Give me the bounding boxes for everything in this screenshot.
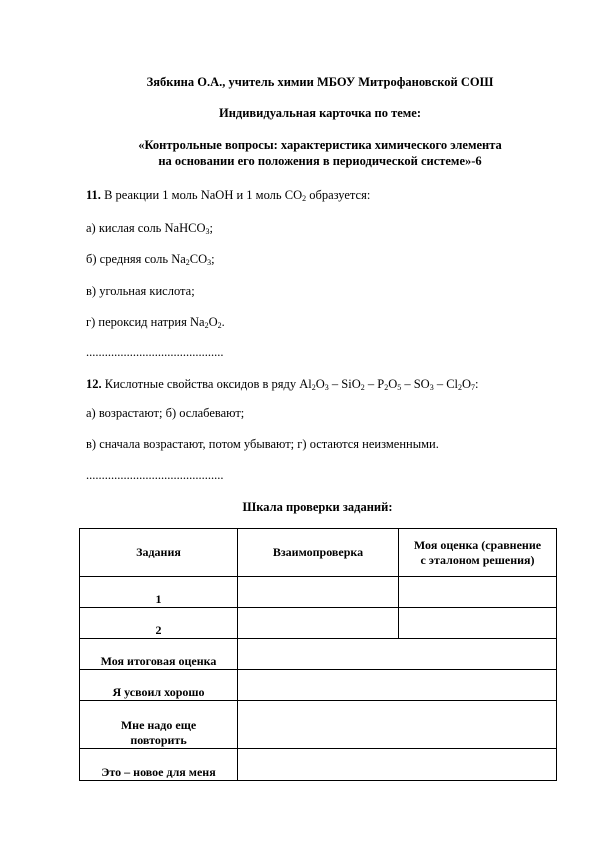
subscript: 2 xyxy=(360,383,365,392)
subscript: 3 xyxy=(429,383,434,392)
formula-part: – SO xyxy=(401,377,430,391)
q12-options-ab: а) возрастают; б) ослабевают; xyxy=(86,406,245,420)
col-header-tasks: Задания xyxy=(80,529,238,577)
topic-line-1: «Контрольные вопросы: характеристика химического элемента xyxy=(138,138,502,152)
question-11-number: 11. xyxy=(86,188,101,202)
option-text: в) угольная кислота; xyxy=(86,284,195,298)
subscript: 3 xyxy=(207,258,212,267)
peer-check-cell-2[interactable] xyxy=(238,608,399,639)
q11-option-d xyxy=(86,315,225,330)
col-header-my-grade-line1: Моя оценка (сравнение xyxy=(413,537,542,552)
table-row xyxy=(80,749,557,781)
need-repeat-cell[interactable] xyxy=(238,701,557,749)
my-grade-cell-1[interactable] xyxy=(399,577,557,608)
learned-well-label: Я усвоил хорошо xyxy=(80,670,238,701)
subscript: 2 xyxy=(185,258,190,267)
table-row xyxy=(80,701,557,749)
option-text-end: . xyxy=(221,315,225,329)
q12-options-cd: в) сначала возрастают, потом убывают; г) остаются неизменными. xyxy=(86,437,439,451)
need-repeat-line1: Мне надо еще xyxy=(120,718,197,732)
subscript: 2 xyxy=(302,194,307,203)
option-text-end: ; xyxy=(211,252,215,266)
final-grade-label: Моя итоговая оценка xyxy=(80,639,238,670)
option-text: а) кислая соль NaHCO xyxy=(86,221,206,235)
option-text-end: ; xyxy=(209,221,213,235)
q12-answer-line[interactable]: ............................................ xyxy=(86,468,224,482)
question-11-text-end: образуется: xyxy=(306,188,371,202)
subscript: 3 xyxy=(324,383,329,392)
new-for-me-label: Это – новое для меня xyxy=(80,749,238,781)
option-text-mid: O xyxy=(208,315,218,329)
need-repeat-label xyxy=(80,701,238,749)
subscript: 3 xyxy=(205,227,210,236)
col-header-my-grade xyxy=(399,529,557,577)
formula-part: – P xyxy=(364,377,385,391)
topic-line-2: на основании его положения в периодической системе»-6 xyxy=(158,154,482,168)
grading-table xyxy=(79,528,557,781)
formula-part: O xyxy=(315,377,325,391)
q11-answer-line[interactable]: ............................................ xyxy=(86,345,224,359)
new-for-me-cell[interactable] xyxy=(238,749,557,781)
subscript: 2 xyxy=(204,321,209,330)
subscript: 7 xyxy=(471,383,476,392)
q11-option-c xyxy=(86,284,195,299)
q11-option-b xyxy=(86,252,215,267)
task-cell-1: 1 xyxy=(80,577,238,608)
formula-part: : xyxy=(475,377,479,391)
table-row xyxy=(80,670,557,701)
subscript: 2 xyxy=(384,383,389,392)
question-12 xyxy=(86,377,479,392)
q11-option-a xyxy=(86,221,213,236)
peer-check-cell-1[interactable] xyxy=(238,577,399,608)
question-11 xyxy=(86,188,370,203)
question-12-number: 12. xyxy=(86,377,102,391)
subscript: 2 xyxy=(217,321,222,330)
option-text: г) пероксид натрия Na xyxy=(86,315,205,329)
subscript: 2 xyxy=(458,383,463,392)
col-header-my-grade-line2: с эталоном решения) xyxy=(420,552,535,567)
option-text-mid: CO xyxy=(189,252,208,266)
question-12-text: Кислотные свойства оксидов в ряду Al xyxy=(101,377,312,391)
subscript: 5 xyxy=(397,383,402,392)
need-repeat-line2: повторить xyxy=(130,733,187,747)
task-cell-2: 2 xyxy=(80,608,238,639)
scale-title: Шкала проверки заданий: xyxy=(242,500,393,514)
subscript: 2 xyxy=(311,383,316,392)
formula-part: – SiO xyxy=(328,377,361,391)
card-title: Индивидуальная карточка по теме: xyxy=(218,106,421,120)
table-row xyxy=(80,639,557,670)
table-row xyxy=(80,608,557,639)
formula-part: O xyxy=(388,377,398,391)
author-line: Зябкина О.А., учитель химии МБОУ Митрофановской СОШ xyxy=(146,75,494,89)
my-grade-cell-2[interactable] xyxy=(399,608,557,639)
formula-part: – Cl xyxy=(433,377,459,391)
table-row xyxy=(80,577,557,608)
option-text: б) средняя соль Na xyxy=(86,252,186,266)
final-grade-cell[interactable] xyxy=(238,639,557,670)
learned-well-cell[interactable] xyxy=(238,670,557,701)
table-header-row xyxy=(80,529,557,577)
formula-part: O xyxy=(462,377,472,391)
question-11-text: В реакции 1 моль NaOH и 1 моль CO xyxy=(100,188,303,202)
col-header-peer-check: Взаимопроверка xyxy=(238,529,399,577)
